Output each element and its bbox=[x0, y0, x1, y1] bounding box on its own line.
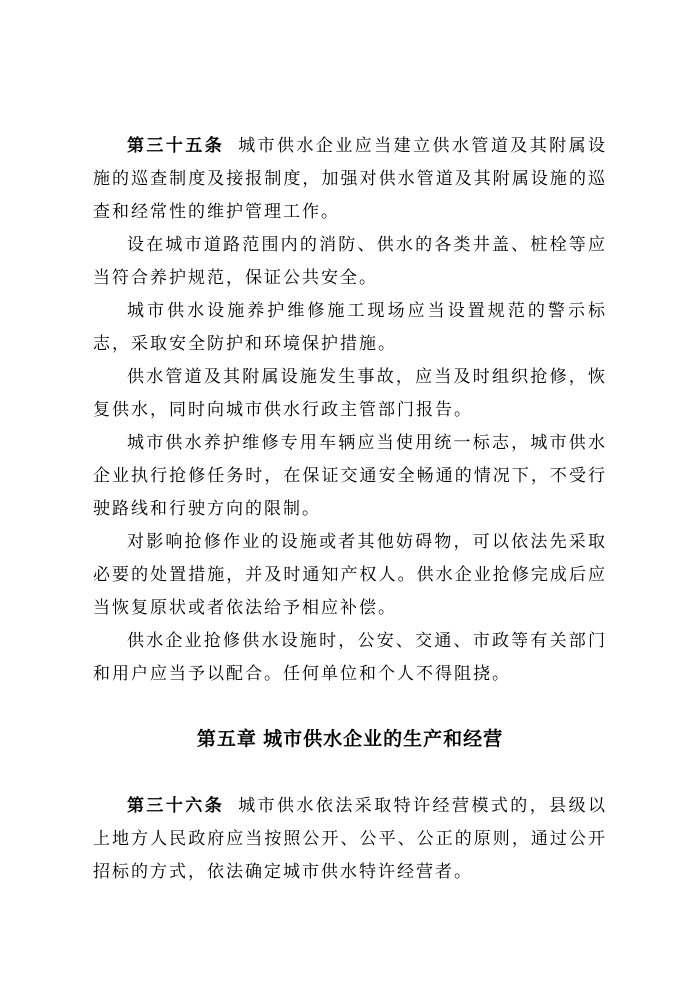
paragraph-accident-repair: 供水管道及其附属设施发生事故，应当及时组织抢修，恢复供水，同时向城市供水行政主管部门报告。 bbox=[93, 367, 607, 419]
chapter-heading: 第五章 城市供水企业的生产和经营 bbox=[196, 729, 504, 750]
article-36-paragraph bbox=[93, 789, 607, 888]
article-35-paragraph bbox=[93, 129, 607, 228]
paragraph-repair-vehicles: 城市供水养护维修专用车辆应当使用统一标志，城市供水企业执行抢修任务时，在保证交通安全畅通的情况下，不受行驶路线和行驶方向的限制。 bbox=[93, 433, 607, 518]
article-35-text: 城市供水企业应当建立供水管道及其附属设施的巡查制度及接报制度，加强对供水管道及其附属设施的巡查和经常性的维护管理工作。 bbox=[93, 136, 608, 221]
text-block bbox=[93, 129, 607, 888]
article-35-number: 第三十五条 bbox=[127, 136, 225, 155]
paragraph-obstacle-disposal: 对影响抢修作业的设施或者其他妨碍物，可以依法先采取必要的处置措施，并及时通知产权人。供水企业抢修完成后应当恢复原状或者依法给予相应补偿。 bbox=[93, 532, 607, 617]
paragraph-cooperation: 供水企业抢修供水设施时，公安、交通、市政等有关部门和用户应当予以配合。任何单位和个人不得阻挠。 bbox=[93, 631, 607, 683]
paragraph-warning-signs: 城市供水设施养护维修施工现场应当设置规范的警示标志，采取安全防护和环境保护措施。 bbox=[93, 301, 607, 353]
article-36-text: 城市供水依法采取特许经营模式的，县级以上地方人民政府应当按照公开、公平、公正的原则，通过公开招标的方式，依法确定城市供水特许经营者。 bbox=[93, 796, 608, 881]
article-36-number: 第三十六条 bbox=[127, 796, 225, 815]
paragraph-well-covers: 设在城市道路范围内的消防、供水的各类井盖、桩栓等应当符合养护规范，保证公共安全。 bbox=[93, 235, 607, 287]
